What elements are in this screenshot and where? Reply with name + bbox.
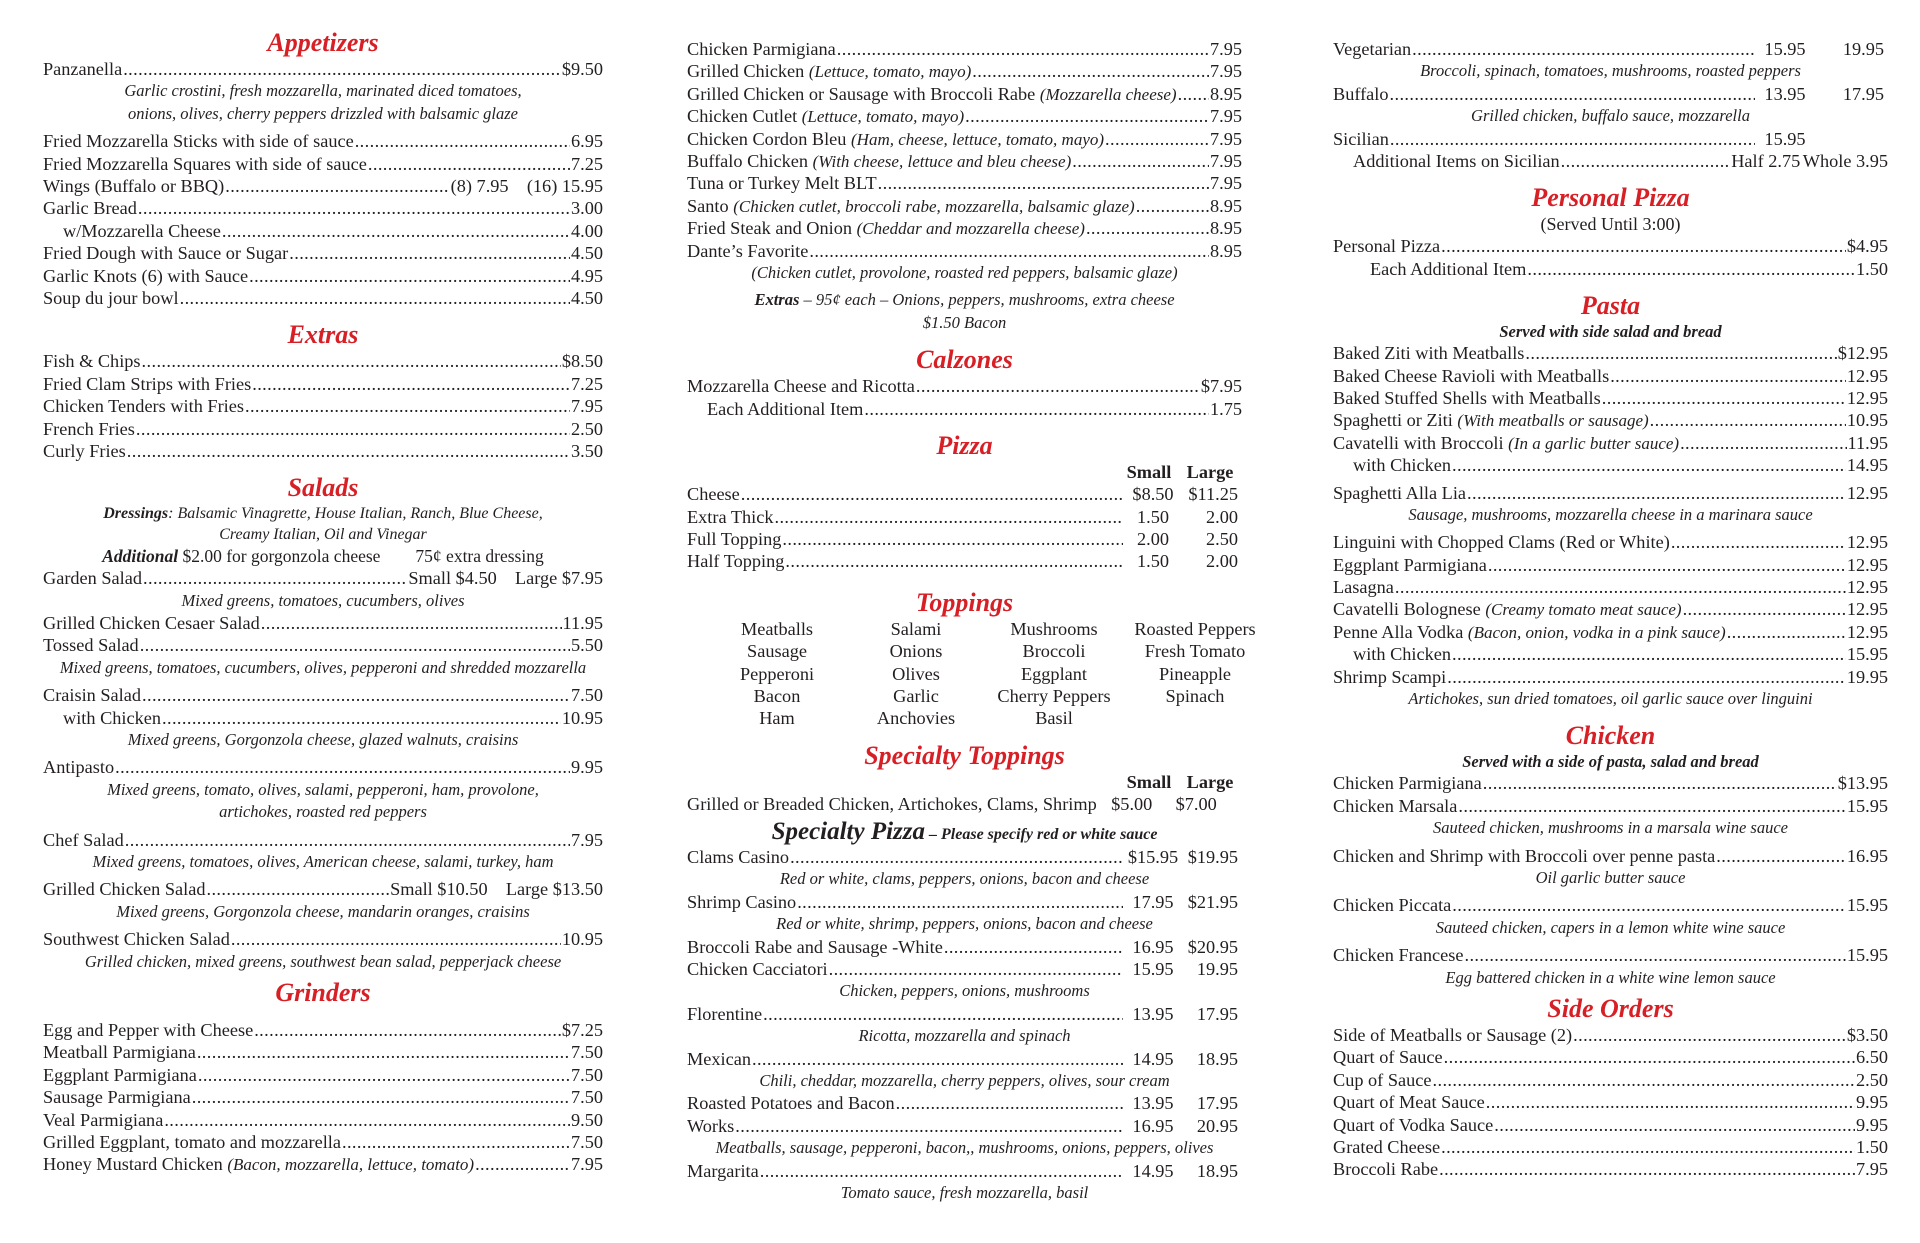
menu-item: Clams Casino ..... $15.95 $19.95 <box>687 846 1242 868</box>
menu-item: Curly Fries ..... 3.50 <box>43 440 603 462</box>
menu-item: Penne Alla Vodka (Bacon, onion, vodka in a pink sauce) ..... 12.95 <box>1333 621 1888 643</box>
specialty-pizza-title: Specialty Pizza – Please specify red or white sauce <box>771 817 1158 845</box>
menu-item: Chicken Parmigiana ..... $13.95 <box>1333 772 1888 794</box>
menu-item: Mozzarella Cheese and Ricotta ..... $7.95 <box>687 375 1242 397</box>
menu-item: Fried Mozzarella Squares with side of sauce ..... 7.25 <box>43 153 603 175</box>
item-description: Chicken, peppers, onions, mushrooms <box>839 981 1090 1001</box>
topping: Ham <box>759 708 795 729</box>
menu-item: Chef Salad ..... 7.95 <box>43 829 603 851</box>
menu-item: Chicken Cacciatori ..... 15.95 19.95 <box>687 958 1242 980</box>
menu-item: Southwest Chicken Salad ..... 10.95 <box>43 928 603 950</box>
menu-item: Baked Ziti with Meatballs ..... $12.95 <box>1333 342 1888 364</box>
menu-item: French Fries ..... 2.50 <box>43 418 603 440</box>
item-description: Mixed greens, tomato, olives, salami, pepperoni, ham, provolone, artichokes, roasted red peppers <box>107 779 539 822</box>
pasta-title: Pasta <box>1580 291 1641 321</box>
menu-item: Lasagna ..... 12.95 <box>1333 576 1888 598</box>
menu-item: with Chicken ..... 15.95 <box>1333 643 1888 665</box>
item-description: Garlic crostini, fresh mozzarella, marinated diced tomatoes, onions, olives, cherry peppers drizzled with balsamic glaze <box>124 81 522 123</box>
menu-item: Shrimp Scampi ..... 19.95 <box>1333 666 1888 688</box>
menu-item: Meatball Parmigiana ..... 7.50 <box>43 1041 603 1063</box>
chicken-title: Chicken <box>1565 721 1656 751</box>
menu-item: Half Topping ..... 1.50 2.00 <box>687 550 1242 572</box>
menu-item: Baked Stuffed Shells with Meatballs ..... 12.95 <box>1333 387 1888 409</box>
menu-item: Dante’s Favorite ..... 8.95 <box>687 240 1242 262</box>
menu-item: Garlic Knots (6) with Sauce ..... 4.95 <box>43 265 603 287</box>
menu-item: Chicken Francese ..... 15.95 <box>1333 944 1888 966</box>
additional-note: Additional $2.00 for gorgonzola cheese 75¢ extra dressing <box>102 546 544 567</box>
menu-column-2 <box>687 28 1256 1204</box>
topping: Basil <box>1035 708 1073 729</box>
topping: Salami <box>890 618 942 639</box>
menu-item: Broccoli Rabe and Sausage -White ..... 16.95 $20.95 <box>687 936 1242 958</box>
item-description: Mixed greens, tomatoes, cucumbers, olives <box>181 590 465 610</box>
menu-item: Spaghetti Alla Lia ..... 12.95 <box>1333 482 1888 504</box>
topping: Onions <box>889 641 943 662</box>
menu-item: Grilled Chicken Cesaer Salad ..... 11.95 <box>43 612 603 634</box>
menu-item: Full Topping ..... 2.00 2.50 <box>687 528 1242 550</box>
menu-item: Grilled Chicken (Lettuce, tomato, mayo) ..... 7.95 <box>687 60 1242 82</box>
menu-item: Works ..... 16.95 20.95 <box>687 1115 1242 1137</box>
topping: Pineapple <box>1158 663 1232 684</box>
topping: Spinach <box>1165 686 1225 707</box>
menu-item: Extra Thick ..... 1.50 2.00 <box>687 506 1242 528</box>
menu-item: Chicken Cordon Bleu (Ham, cheese, lettuce, tomato, mayo) ..... 7.95 <box>687 128 1242 150</box>
menu-item: Quart of Sauce ..... 6.50 <box>1333 1046 1888 1068</box>
extras-note: Extras – 95¢ each – Onions, peppers, mushrooms, extra cheese <box>754 290 1175 310</box>
toppings-title: Toppings <box>915 587 1014 617</box>
menu-item: Chicken Piccata ..... 15.95 <box>1333 894 1888 916</box>
item-description: Egg battered chicken in a white wine lemon sauce <box>1445 967 1776 987</box>
menu-item: with Chicken ..... 10.95 <box>43 707 603 729</box>
topping: Eggplant <box>1020 663 1087 684</box>
topping: Mushrooms <box>1010 618 1098 639</box>
item-description: Artichokes, sun dried tomatoes, oil garlic sauce over linguini <box>1408 689 1813 709</box>
calzones-title: Calzones <box>916 345 1013 375</box>
salads-title: Salads <box>287 473 359 503</box>
topping: Cherry Peppers <box>997 686 1111 707</box>
menu-item: Grilled Chicken or Sausage with Broccoli Rabe (Mozzarella cheese) ..... 8.95 <box>687 83 1242 105</box>
pizza-title: Pizza <box>936 430 993 460</box>
menu-item: Grilled Eggplant, tomato and mozzarella ..... 7.50 <box>43 1131 603 1153</box>
item-description: Ricotta, mozzarella and spinach <box>858 1026 1071 1046</box>
personal-pizza-title: Personal Pizza <box>1531 183 1690 213</box>
menu-item: Garden Salad ..... Small $4.50 Large $7.95 <box>43 567 603 589</box>
menu-item: Sicilian ..... 15.95 <box>1333 128 1888 150</box>
menu-item: Mexican ..... 14.95 18.95 <box>687 1048 1242 1070</box>
pizza-size-header: Small Large <box>1126 461 1234 482</box>
menu-item: Tuna or Turkey Melt BLT ..... 7.95 <box>687 172 1242 194</box>
menu-item: Buffalo ..... 13.95 17.95 <box>1333 83 1888 105</box>
menu-item: Chicken Cutlet (Lettuce, tomato, mayo) ..... 7.95 <box>687 105 1242 127</box>
item-description: Red or white, clams, peppers, onions, bacon and cheese <box>779 869 1150 889</box>
menu-item: Chicken Parmigiana ..... 7.95 <box>687 38 1242 60</box>
menu-item: Tossed Salad ..... 5.50 <box>43 634 603 656</box>
menu-item: Veal Parmigiana ..... 9.50 <box>43 1109 603 1131</box>
item-description: Meatballs, sausage, pepperoni, bacon,, mushrooms, onions, peppers, olives <box>715 1138 1214 1158</box>
pasta-subtitle: Served with side salad and bread <box>1499 322 1722 342</box>
menu-item: Grilled or Breaded Chicken, Artichokes, Clams, Shrimp $5.00 $7.00 <box>687 794 1217 815</box>
menu-item: Quart of Meat Sauce ..... 9.95 <box>1333 1091 1888 1113</box>
menu-item: Honey Mustard Chicken (Bacon, mozzarella, lettuce, tomato) ..... 7.95 <box>43 1153 603 1175</box>
menu-item: Wings (Buffalo or BBQ) ..... (8) 7.95 (16) 15.95 <box>43 175 603 197</box>
item-description: Mixed greens, tomatoes, cucumbers, olives, pepperoni and shredded mozzarella <box>59 657 587 677</box>
menu-item: Spaghetti or Ziti (With meatballs or sausage) ..... 10.95 <box>1333 409 1888 431</box>
menu-item: Linguini with Chopped Clams (Red or White) ..... 12.95 <box>1333 531 1888 553</box>
menu-item: Chicken Tenders with Fries ..... 7.95 <box>43 395 603 417</box>
menu-item: Soup du jour bowl ..... 4.50 <box>43 287 603 309</box>
menu-item: Side of Meatballs or Sausage (2) ..... $3.50 <box>1333 1024 1888 1046</box>
menu-item: Cavatelli Bolognese (Creamy tomato meat sauce) ..... 12.95 <box>1333 598 1888 620</box>
menu-item: Eggplant Parmigiana ..... 7.50 <box>43 1064 603 1086</box>
specialty-size-header: Small Large <box>1126 771 1234 792</box>
menu-item: Baked Cheese Ravioli with Meatballs ..... 12.95 <box>1333 365 1888 387</box>
item-description: Chili, cheddar, mozzarella, cherry peppers, olives, sour cream <box>759 1070 1170 1090</box>
menu-item: Each Additional Item ..... 1.50 <box>1333 258 1888 280</box>
menu-item: Santo (Chicken cutlet, broccoli rabe, mozzarella, balsamic glaze) ..... 8.95 <box>687 195 1242 217</box>
topping: Meatballs <box>740 618 814 639</box>
item-description: Red or white, shrimp, peppers, onions, bacon and cheese <box>776 914 1153 934</box>
menu-item: Fried Dough with Sauce or Sugar ..... 4.50 <box>43 242 603 264</box>
menu-item: Garlic Bread ..... 3.00 <box>43 197 603 219</box>
menu-item: Quart of Vodka Sauce ..... 9.95 <box>1333 1114 1888 1136</box>
topping: Bacon <box>753 686 801 707</box>
menu-item: with Chicken ..... 14.95 <box>1333 454 1888 476</box>
topping: Broccoli <box>1022 641 1086 662</box>
item-description: Sausage, mushrooms, mozzarella cheese in a marinara sauce <box>1408 504 1813 524</box>
menu-item: w/Mozzarella Cheese ..... 4.00 <box>43 220 603 242</box>
menu-item: Each Additional Item ..... 1.75 <box>687 398 1242 420</box>
side-orders-title: Side Orders <box>1547 994 1674 1024</box>
menu-item: Shrimp Casino ..... 17.95 $21.95 <box>687 891 1242 913</box>
item-description: Mixed greens, Gorgonzola cheese, mandarin oranges, craisins <box>116 901 530 921</box>
menu-item: Margarita ..... 14.95 18.95 <box>687 1160 1242 1182</box>
menu-item: Broccoli Rabe ..... 7.95 <box>1333 1158 1888 1180</box>
dressings-note: Dressings: Balsamic Vinagrette, House Italian, Ranch, Blue Cheese, Creamy Italian, Oil and Vinegar <box>103 505 543 544</box>
menu-item: Vegetarian ..... 15.95 19.95 <box>1333 38 1888 60</box>
menu-item: Grilled Chicken Salad ..... Small $10.50 Large $13.50 <box>43 878 603 900</box>
menu-item: Fried Clam Strips with Fries ..... 7.25 <box>43 373 603 395</box>
item-description: Tomato sauce, fresh mozzarella, basil <box>840 1182 1089 1202</box>
toppings-grid <box>703 618 1256 730</box>
personal-pizza-subtitle: (Served Until 3:00) <box>1540 214 1681 235</box>
menu-item: Craisin Salad ..... 7.50 <box>43 684 603 706</box>
menu-item: Chicken Marsala ..... 15.95 <box>1333 795 1888 817</box>
menu-item: Personal Pizza ..... $4.95 <box>1333 235 1888 257</box>
topping: Sausage <box>747 641 807 662</box>
menu-item: Fried Mozzarella Sticks with side of sauce ..... 6.95 <box>43 130 603 152</box>
topping: Olives <box>892 663 940 684</box>
topping: Anchovies <box>876 708 956 729</box>
menu-column-3 <box>1333 28 1888 1181</box>
item-description: Broccoli, spinach, tomatoes, mushrooms, roasted peppers <box>1420 61 1801 81</box>
chicken-subtitle: Served with a side of pasta, salad and bread <box>1462 752 1759 772</box>
topping: Garlic <box>893 686 939 707</box>
appetizers-title: Appetizers <box>267 28 379 57</box>
menu-item: Roasted Potatoes and Bacon ..... 13.95 17.95 <box>687 1092 1242 1114</box>
item-description: (Chicken cutlet, provolone, roasted red peppers, balsamic glaze) <box>751 262 1178 282</box>
extras-bacon-note: $1.50 Bacon <box>922 312 1007 332</box>
menu-item: Cavatelli with Broccoli (In a garlic butter sauce) ..... 11.95 <box>1333 432 1888 454</box>
menu-item: Buffalo Chicken (With cheese, lettuce and bleu cheese) ..... 7.95 <box>687 150 1242 172</box>
menu-item: Panzanella ..... $9.50 <box>43 58 603 80</box>
topping <box>1127 707 1263 729</box>
specialty-toppings-title: Specialty Toppings <box>864 740 1065 770</box>
item-description: Grilled chicken, mixed greens, southwest bean salad, pepperjack cheese <box>84 951 562 971</box>
item-description: Sauteed chicken, mushrooms in a marsala wine sauce <box>1433 818 1788 838</box>
item-description: Oil garlic butter sauce <box>1535 868 1686 888</box>
item-description: Mixed greens, tomatoes, olives, American cheese, salami, turkey, ham <box>92 852 554 872</box>
grinders-title: Grinders <box>275 978 371 1008</box>
menu-item: Sausage Parmigiana ..... 7.50 <box>43 1086 603 1108</box>
topping: Fresh Tomato <box>1144 641 1246 662</box>
menu-item: Chicken and Shrimp with Broccoli over penne pasta ..... 16.95 <box>1333 845 1888 867</box>
item-description: Grilled chicken, buffalo sauce, mozzarella <box>1471 106 1750 126</box>
menu-item: Fried Steak and Onion (Cheddar and mozzarella cheese) ..... 8.95 <box>687 217 1242 239</box>
menu-item: Florentine ..... 13.95 17.95 <box>687 1003 1242 1025</box>
extras-title: Extras <box>287 320 359 350</box>
menu-column-1 <box>43 28 603 1176</box>
item-description: Sauteed chicken, capers in a lemon white wine sauce <box>1435 917 1786 937</box>
menu-item: Additional Items on Sicilian ..... Half 2.75 Whole 3.95 <box>1333 150 1888 172</box>
topping: Roasted Peppers <box>1134 618 1256 639</box>
menu-item: Fish & Chips ..... $8.50 <box>43 350 603 372</box>
menu-item: Cheese ..... $8.50 $11.25 <box>687 483 1242 505</box>
item-description: Mixed greens, Gorgonzola cheese, glazed walnuts, craisins <box>127 730 519 750</box>
menu-item: Grated Cheese ..... 1.50 <box>1333 1136 1888 1158</box>
menu-item: Cup of Sauce ..... 2.50 <box>1333 1069 1888 1091</box>
menu-item: Egg and Pepper with Cheese ..... $7.25 <box>43 1019 603 1041</box>
topping: Pepperoni <box>739 663 815 684</box>
menu-item: Antipasto ..... 9.95 <box>43 756 603 778</box>
menu-item: Eggplant Parmigiana ..... 12.95 <box>1333 554 1888 576</box>
